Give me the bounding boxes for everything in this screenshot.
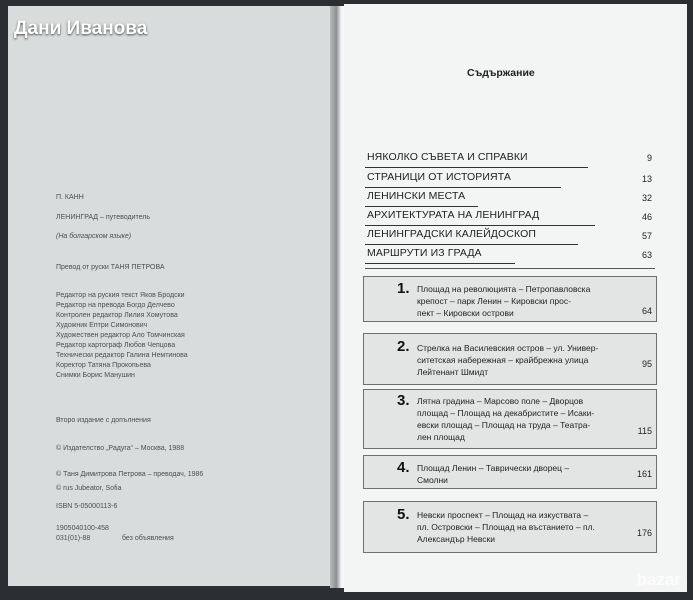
toc-section-title: ЛЕНИНСКИ МЕСТА — [367, 190, 466, 202]
toc-underline — [365, 244, 578, 245]
route-number: 3. — [397, 392, 410, 409]
imprint-code: 031(01)-88 — [56, 535, 91, 542]
route-page: 95 — [641, 359, 652, 369]
brand-watermark: bazar — [636, 570, 681, 589]
toc-section-title: СТРАНИЦИ ОТ ИСТОРИЯТА — [367, 171, 512, 183]
toc-underline — [365, 225, 595, 226]
route-line: Александър Невски — [417, 534, 496, 544]
route-line: ситетская набережная – крайбрежна улица — [417, 355, 589, 365]
route-line: Лейтенант Шмидт — [417, 367, 489, 377]
imprint-credit: Технически редактор Галина Немтинова — [56, 352, 188, 359]
imprint-copyright: © rus Jubeator, Sofia — [56, 485, 122, 492]
imprint-credit: Художествен редактор Ало Томчинская — [56, 332, 185, 339]
imprint-credit: Коректор Татяна Прокопьева — [56, 362, 151, 369]
route-line: евски площад – Площад на труда – Театра- — [417, 420, 591, 430]
route-page: 161 — [636, 469, 652, 479]
route-line: Невски проспект – Площад на изкуствата – — [417, 510, 589, 520]
imprint-credit: Снимки Борис Манушин — [56, 372, 135, 379]
imprint-credit: Редактор картограф Любов Чепцова — [56, 342, 176, 349]
toc-underline — [365, 187, 561, 188]
imprint-edition: Второ издание с допълнения — [56, 417, 151, 424]
imprint-copyright: © Издателство „Радуга“ – Москва, 1988 — [56, 445, 185, 452]
toc-underline — [365, 167, 588, 168]
toc-divider — [365, 268, 655, 269]
toc-section-title: ЛЕНИНГРАДСКИ КАЛЕЙДОСКОП — [367, 228, 536, 240]
imprint-no-ads: без объявления — [122, 535, 174, 542]
imprint-credit: Художник Ептри Симонович — [56, 322, 148, 329]
route-number: 5. — [397, 506, 410, 523]
imprint-credit: Редактор на превода Бoгдо Делчево — [56, 302, 175, 309]
seller-watermark: Дани Иванова — [14, 18, 148, 39]
route-line: Лятна градина – Марсово поле – Дворцов — [417, 396, 584, 406]
route-line: пект – Кировски острови — [417, 308, 514, 318]
toc-section-title: НЯКОЛКО СЪВЕТА И СПРАВКИ — [367, 151, 528, 163]
toc-heading: Съдържание — [467, 67, 535, 79]
imprint-code: 1905040100-458 — [56, 525, 109, 532]
route-line: лен площад — [417, 432, 465, 442]
toc-underline — [365, 206, 478, 207]
route-page: 64 — [641, 306, 652, 316]
imprint-translation: Превод от руски ТАНЯ ПЕТРОВА — [56, 264, 165, 271]
imprint-author: П. КАНН — [56, 194, 84, 201]
imprint-credit: Контролен редактор Лилия Хомутова — [56, 312, 178, 319]
imprint-isbn: ISBN 5-05000113-6 — [56, 503, 118, 510]
toc-section-page: 32 — [641, 193, 652, 203]
route-number: 2. — [397, 338, 410, 355]
route-number: 1. — [397, 280, 410, 297]
route-line: Площад на революцията – Петропавловска — [417, 284, 591, 294]
route-line: Площад Ленин – Таврически дворец – — [417, 463, 570, 473]
toc-underline — [365, 263, 515, 264]
toc-section-title: АРХИТЕКТУРАТА НА ЛЕНИНГРАД — [367, 209, 540, 221]
toc-section-page: 63 — [641, 250, 652, 260]
route-page: 176 — [636, 528, 652, 538]
route-line: пл. Островски – Площад на въстанието – пл. — [417, 522, 595, 532]
route-number: 4. — [397, 459, 410, 476]
toc-section-page: 57 — [641, 231, 652, 241]
route-line: площад – Площад на декабристите – Исаки- — [417, 408, 595, 418]
toc-section-page: 13 — [641, 174, 652, 184]
imprint-credit: Редактор на руския текст Яков Бродски — [56, 292, 185, 299]
toc-section-page: 46 — [641, 212, 652, 222]
imprint-title: ЛЕНИНГРАД – путеводитель — [56, 214, 151, 221]
route-page: 115 — [637, 426, 652, 436]
route-line: Смолни — [417, 475, 448, 485]
imprint-language: (На болгарском языке) — [56, 233, 132, 240]
toc-section-page: 9 — [646, 153, 652, 163]
route-line: Стрелка на Василевския остров – ул. Универ- — [417, 343, 599, 353]
toc-section-title: МАРШРУТИ ИЗ ГРАДА — [367, 247, 482, 259]
route-line: крепост – парк Ленин – Кировски прос- — [417, 296, 571, 306]
imprint-copyright: © Таня Димитрова Петрова – преводач, 1986 — [56, 471, 204, 478]
